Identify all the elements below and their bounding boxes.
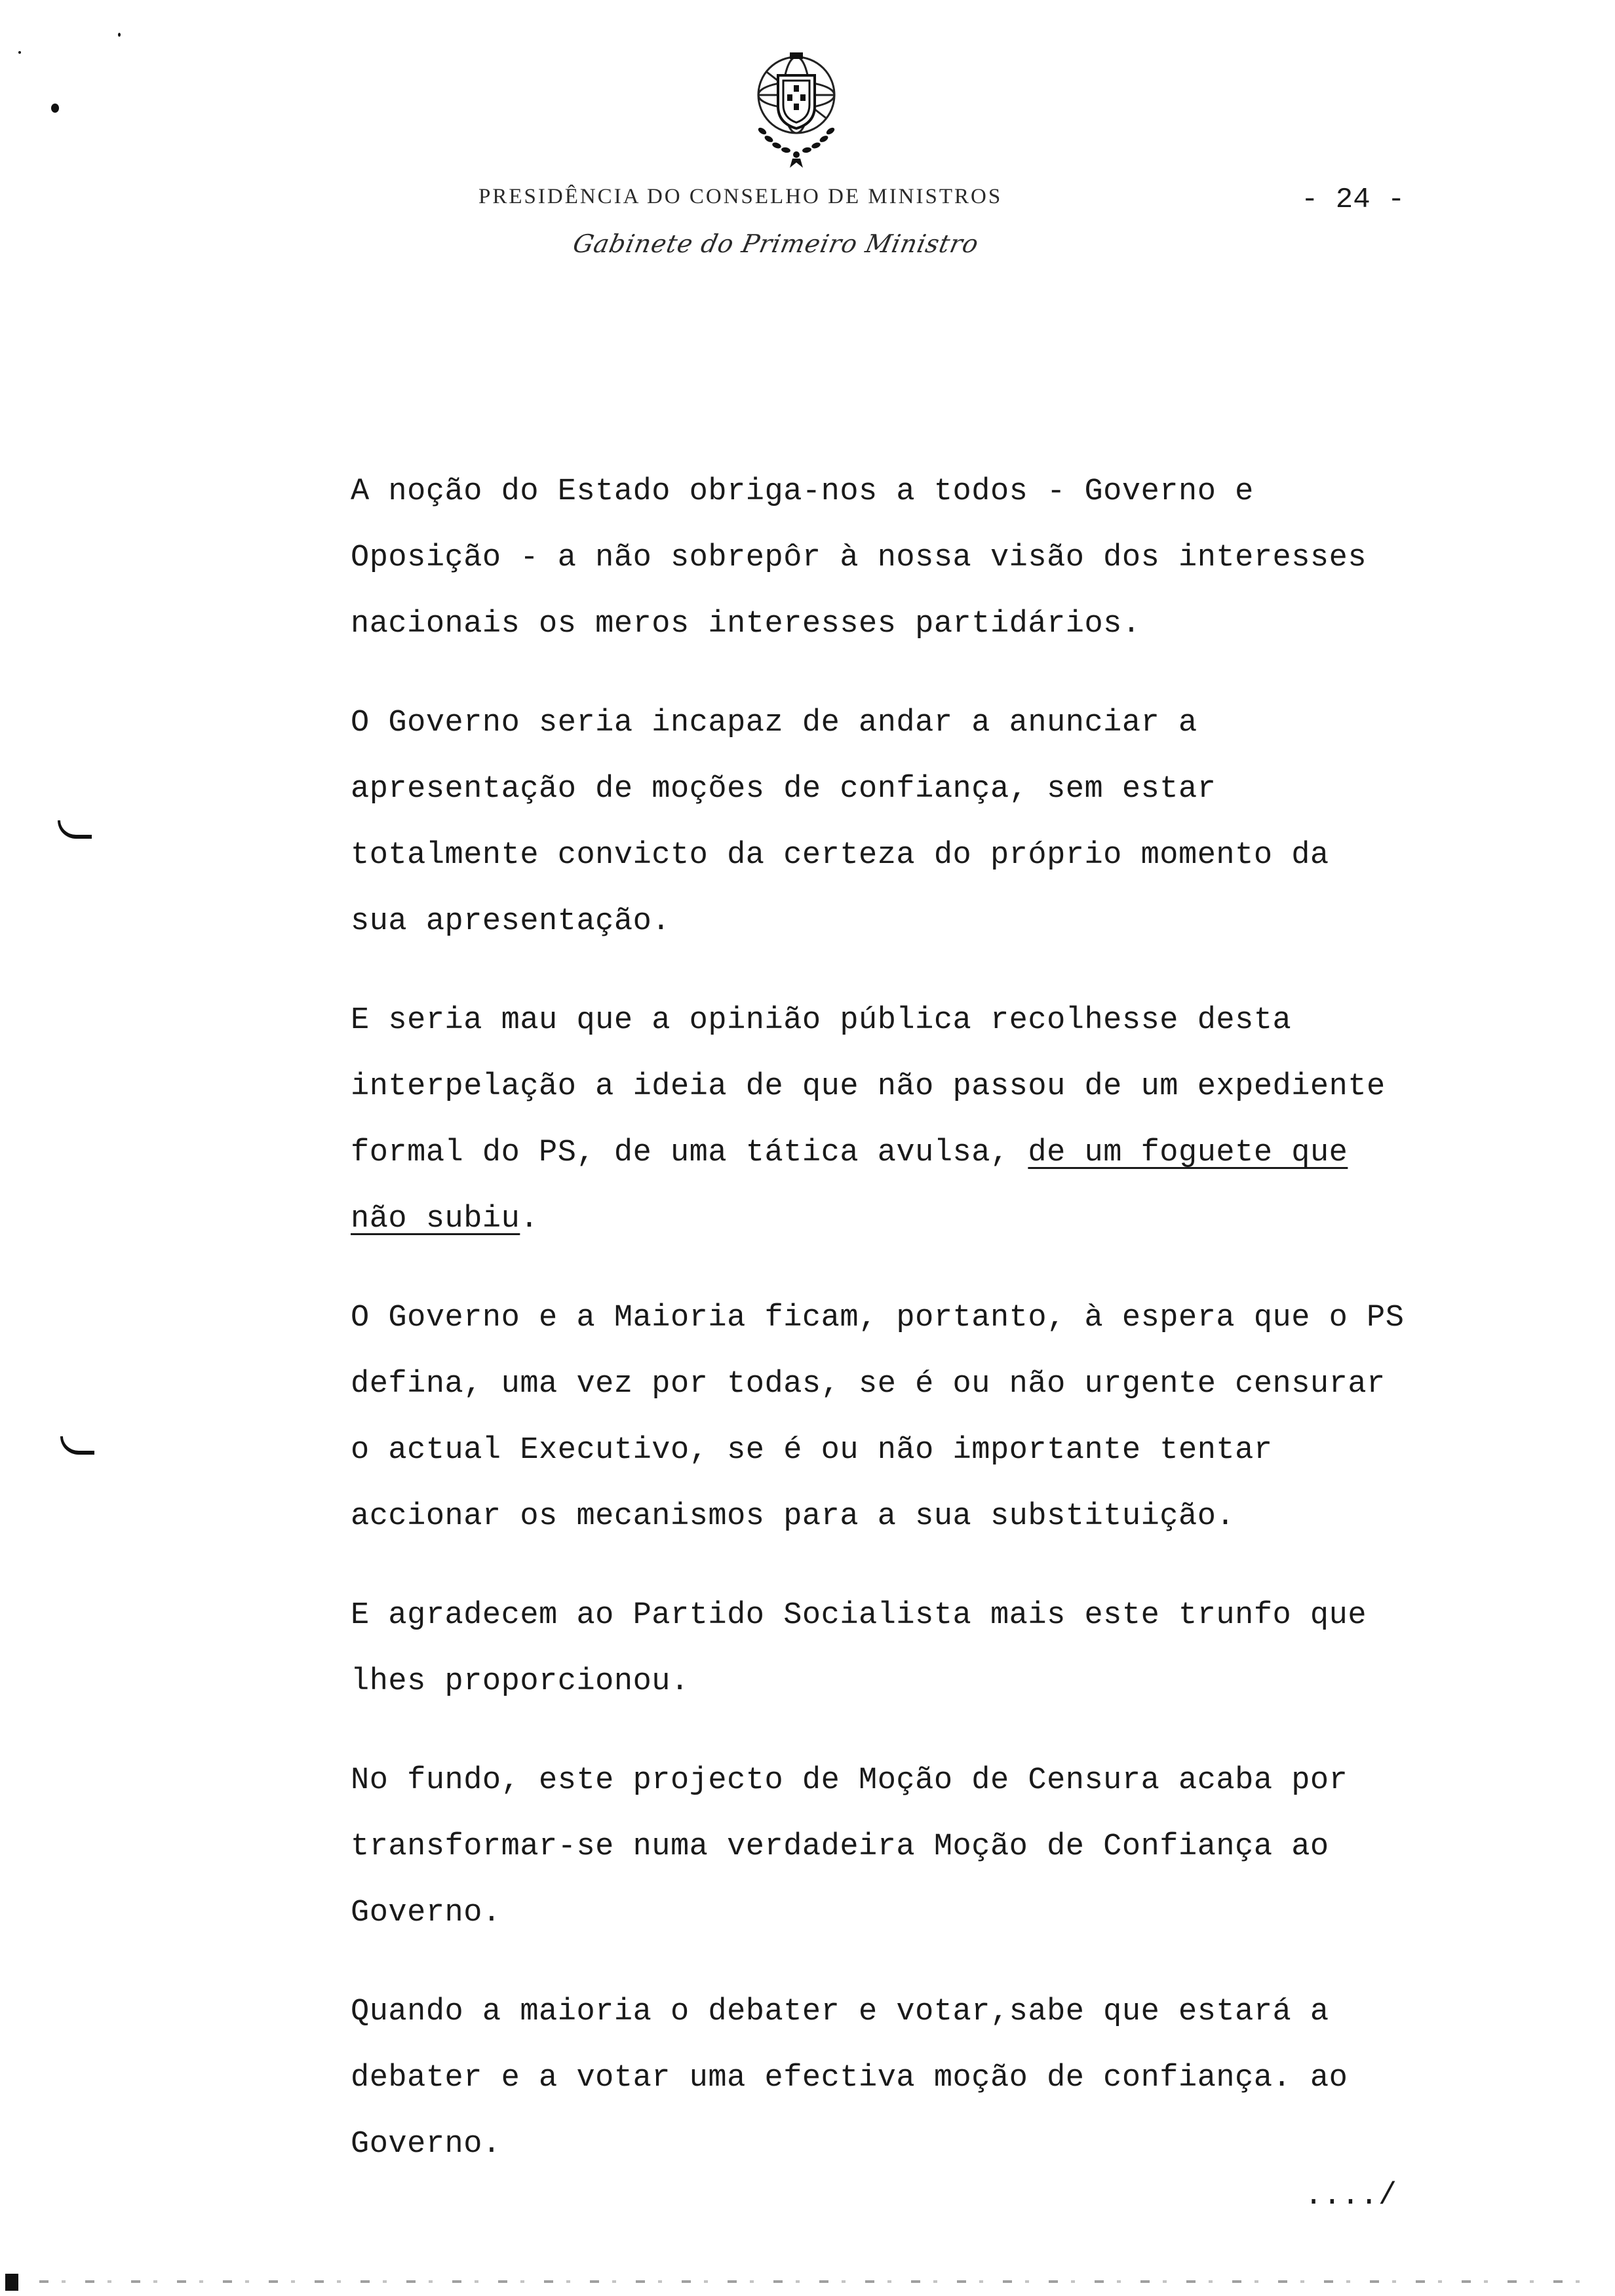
text-line: O Governo seria incapaz de andar a anunciar a — [351, 706, 1197, 740]
scan-speck — [51, 104, 59, 113]
margin-bracket-mark — [60, 1436, 94, 1455]
text-line: interpelação a ideia de que não passou de um expediente — [351, 1069, 1386, 1104]
scan-speck — [118, 33, 121, 37]
text-line: totalmente convicto da certeza do próprio momento da — [351, 838, 1329, 873]
text-line: o actual Executivo, se é ou não importante tentar — [351, 1433, 1273, 1468]
text-line: debater e a votar uma efectiva moção de confiança. ao — [351, 2061, 1348, 2095]
scan-edge-line — [39, 2280, 1586, 2283]
scan-corner-mark — [5, 2274, 18, 2291]
coat-of-arms-emblem — [737, 46, 855, 170]
text-line: lhes proporcionou. — [351, 1664, 690, 1699]
text-line: accionar os mecanismos para a sua substituição. — [351, 1499, 1236, 1534]
margin-bracket-mark — [58, 820, 92, 839]
letterhead-title: PRESIDÊNCIA DO CONSELHO DE MINISTROS — [478, 185, 1003, 208]
text-line: O Governo e a Maioria ficam, portanto, à espera que o PS — [351, 1301, 1405, 1335]
letterhead-subtitle: Gabinete do Primeiro Ministro — [570, 229, 982, 258]
text-line — [351, 1186, 1504, 1252]
underlined-text: de um foguete que — [1028, 1136, 1348, 1170]
text-line: Governo. — [351, 1896, 501, 1930]
document-body — [351, 459, 1504, 2210]
underlined-text: não subiu — [351, 1202, 520, 1236]
text-line: A noção do Estado obriga-nos a todos - Governo e — [351, 474, 1254, 509]
paragraph-1 — [351, 459, 1504, 657]
continuation-mark: ..../ — [1304, 2179, 1397, 2213]
text-line — [351, 1120, 1504, 1186]
text-line: E agradecem ao Partido Socialista mais este trunfo que — [351, 1598, 1367, 1633]
text-line: nacionais os meros interesses partidários. — [351, 607, 1141, 641]
text-line: defina, uma vez por todas, se é ou não urgente censurar — [351, 1367, 1386, 1402]
page-number: - 24 - — [1301, 183, 1405, 216]
text-segment: . — [520, 1202, 539, 1236]
scan-speck — [18, 51, 21, 54]
paragraph-4 — [351, 1285, 1504, 1550]
text-line: Quando a maioria o debater e votar,sabe que estará a — [351, 1995, 1329, 2029]
paragraph-2 — [351, 690, 1504, 955]
paragraph-5 — [351, 1582, 1504, 1715]
text-line: Governo. — [351, 2127, 501, 2162]
text-segment: formal do PS, de uma tática avulsa, — [351, 1136, 1028, 1170]
text-line: No fundo, este projecto de Moção de Censura acaba por — [351, 1763, 1348, 1798]
paragraph-7 — [351, 1979, 1504, 2177]
text-line: E seria mau que a opinião pública recolhesse desta — [351, 1003, 1292, 1038]
text-line: sua apresentação. — [351, 904, 671, 939]
text-line: transformar-se numa verdadeira Moção de Confiança ao — [351, 1829, 1329, 1864]
paragraph-6 — [351, 1748, 1504, 1946]
text-line: apresentação de moções de confiança, sem estar — [351, 772, 1216, 807]
text-line: Oposição - a não sobrepôr à nossa visão dos interesses — [351, 541, 1367, 575]
paragraph-3 — [351, 987, 1504, 1252]
